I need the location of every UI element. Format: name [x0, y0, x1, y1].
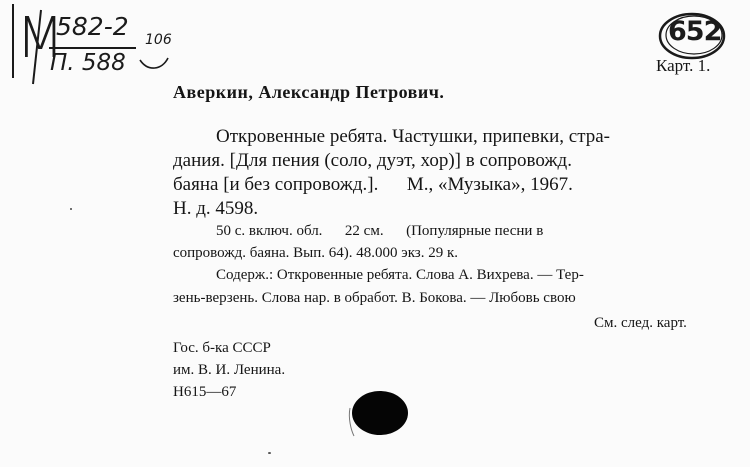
contents-line-2: зень-верзень. Слова нар. в обработ. В. Бокова. — Любовь свою: [173, 290, 576, 306]
library-line-1: Гос. б-ка СССР: [173, 340, 271, 356]
library-line-2: им. В. И. Ленина.: [173, 362, 286, 378]
title-line-3: баяна [и без сопровожд.]. М., «Музыка», 1967.: [173, 174, 573, 195]
shelfmark-line2: П. 588: [50, 50, 126, 76]
physical-line-1: 50 с. включ. обл. 22 см. (Популярные песни в: [216, 223, 544, 239]
physical-line-2: сопровожд. баяна. Вып. 64). 48.000 экз. 29 к.: [173, 245, 459, 261]
shelfmark-note: 106: [145, 32, 172, 48]
card-number: Карт. 1.: [656, 56, 711, 75]
author-heading: Аверкин, Александр Петрович.: [173, 82, 445, 102]
shelfmark-letter: М: [16, 6, 65, 71]
continuation-note: См. след. карт.: [594, 315, 687, 331]
title-line-1: Откровенные ребята. Частушки, припевки, стра-: [216, 126, 610, 147]
title-line-4: Н. д. 4598.: [173, 198, 259, 219]
punch-hole: [340, 384, 420, 444]
speck: [70, 208, 72, 210]
speck: [268, 452, 271, 454]
title-line-2: дания. [Для пения (соло, дуэт, хор)] в сопровожд.: [173, 150, 572, 171]
shelfmark-line1: 582-2: [56, 12, 129, 41]
library-line-3: Н615—67: [173, 384, 237, 400]
stamp-number: 652: [668, 16, 722, 47]
contents-line-1: Содерж.: Откровенные ребята. Слова А. Вихрева. — Тер-: [216, 267, 584, 283]
